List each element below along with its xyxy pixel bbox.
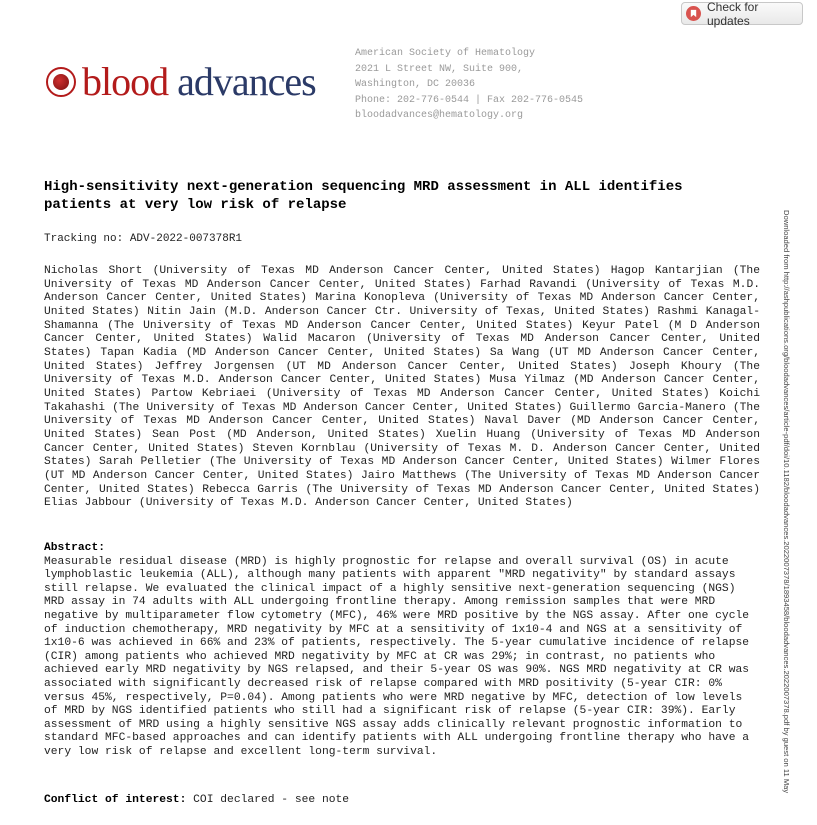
download-watermark bbox=[779, 210, 791, 825]
society-name: American Society of Hematology bbox=[355, 48, 536, 59]
author-list: Nicholas Short (University of Texas MD Anderson Cancer Center, United States) Hagop Kantarjian (The University of Texas MD Anderson Cancer Center, United States) Farhad Ravandi (University of Texas M.D. Anderson Cancer Center, United States) Marina Konopleva (University of Texas MD Anderson Cancer Center, United States) Nitin Jain (M.D. Anderson Cancer Ctr. University of Texas, United States) Rashmi Kanagal-Shamanna (The University of Texas MD Anderson Cancer Center, United States) Keyur Patel (M D Anderson Cancer Center, United States) Walid Macaron (University of Texas MD Anderson Cancer Center, United States) Tapan Kadia (MD Anderson Cancer Center, United States) Sa Wang (UT MD Anderson Cancer Center, United States) Jeffrey Jorgensen (UT MD Anderson Cancer Center, United States) Joseph Khoury (The University of Texas M.D. Anderson Cancer Center, United States) Musa Yilmaz (MD Anderson Cancer Center, United States) Partow Kebriaei (University of Texas MD Anderson Cancer Center, United States) Koichi Takahashi (The University of Texas MD Anderson Cancer Center, United States) Guillermo Garcia-Manero (The University of Texas MD Anderson Cancer Center, United States) Naval Daver (MD Anderson Cancer Center, United States) Sean Post (MD Anderson, United States) Xuelin Huang (University of Texas MD Anderson Cancer Center, United States) Steven Kornblau (University of Texas M. D. Anderson Cancer Center, United States) Sarah Pelletier (The University of Texas MD Anderson Cancer Center, United States) Wilmer Flores (UT MD Anderson Cancer Center, United States) Jairo Matthews (The University of Texas MD Anderson Cancer Center, United States) Rebecca Garris (The University of Texas MD Anderson Cancer Center, United States) Elias Jabbour (University of Texas M.D. Anderson Cancer Center, United States) bbox=[44, 265, 760, 510]
abstract-section bbox=[44, 542, 760, 760]
blood-drop-icon bbox=[46, 67, 76, 97]
society-street: 2021 L Street NW, Suite 900, bbox=[355, 63, 524, 75]
society-address bbox=[355, 46, 583, 124]
abstract-heading: Abstract: bbox=[44, 542, 106, 554]
check-for-updates-button[interactable] bbox=[681, 0, 803, 28]
article-title: High-sensitivity next-generation sequencing MRD assessment in ALL identifies patients at very low risk of relapse bbox=[44, 179, 683, 213]
journal-name bbox=[82, 59, 316, 104]
tracking-number: Tracking no: ADV-2022-007378R1 bbox=[44, 233, 243, 245]
check-for-updates-label: Check for updates bbox=[707, 0, 759, 28]
logo-word-advances: advances bbox=[177, 59, 316, 104]
journal-logo bbox=[46, 59, 316, 104]
society-phone-fax: Phone: 202-776-0544 | Fax 202-776-0545 bbox=[355, 94, 584, 106]
download-watermark-text: Downloaded from http://ashpublications.org/bloodadvances/article-pdf/doi/10.1182/bloodadvances.2022007378/1893458/bloodadvances.2022007378.pdf by guest on 11 May bbox=[782, 210, 791, 794]
coi-value: COI declared - see note bbox=[193, 794, 350, 806]
conflict-of-interest bbox=[44, 794, 349, 806]
coi-label: Conflict of interest: bbox=[44, 794, 187, 806]
abstract-text: Measurable residual disease (MRD) is highly prognostic for relapse and overall survival (OS) in acute lymphoblastic leukemia (ALL), although many patients with apparent "MRD negativity" by standard assays still relapse. We evaluated the clinical impact of a highly sensitive next-generation sequencing (NGS) MRD assay in 74 adults with ALL undergoing frontline therapy. Among remission samples that were MRD negative by multiparameter flow cytometry (MFC), 46% were MRD positive by the NGS assay. After one cycle of induction chemotherapy, MRD negativity by MFC at a sensitivity of 1x10-4 and NGS at a sensitivity of 1x10-6 was achieved in 66% and 23% of patients, respectively. The 5-year cumulative incidence of relapse (CIR) among patients who achieved MRD negativity by MFC at CR was 29%; in contrast, no patients who achieved early MRD negativity by NGS relapsed, and their 5-year OS was 90%. NGS MRD negativity at CR was associated with significantly decreased risk of relapse compared with MRD positivity (5-year CIR: 0% versus 45%, respectively, P=0.04). Among patients who were MRD negative by MFC, detection of low levels of MRD by NGS identified patients who still had a significant risk of relapse (5-year CIR: 39%). Early assessment of MRD using a highly sensitive NGS assay adds clinically relevant prognostic information to standard MFC-based approaches and can identify patients with ALL undergoing frontline therapy who have a very low risk of relapse and excellent long-term survival. bbox=[44, 555, 750, 758]
logo-word-blood: blood bbox=[82, 59, 169, 104]
crossmark-icon bbox=[686, 6, 701, 21]
society-email: bloodadvances@hematology.org bbox=[355, 110, 524, 121]
society-city: Washington, DC 20036 bbox=[355, 79, 476, 90]
